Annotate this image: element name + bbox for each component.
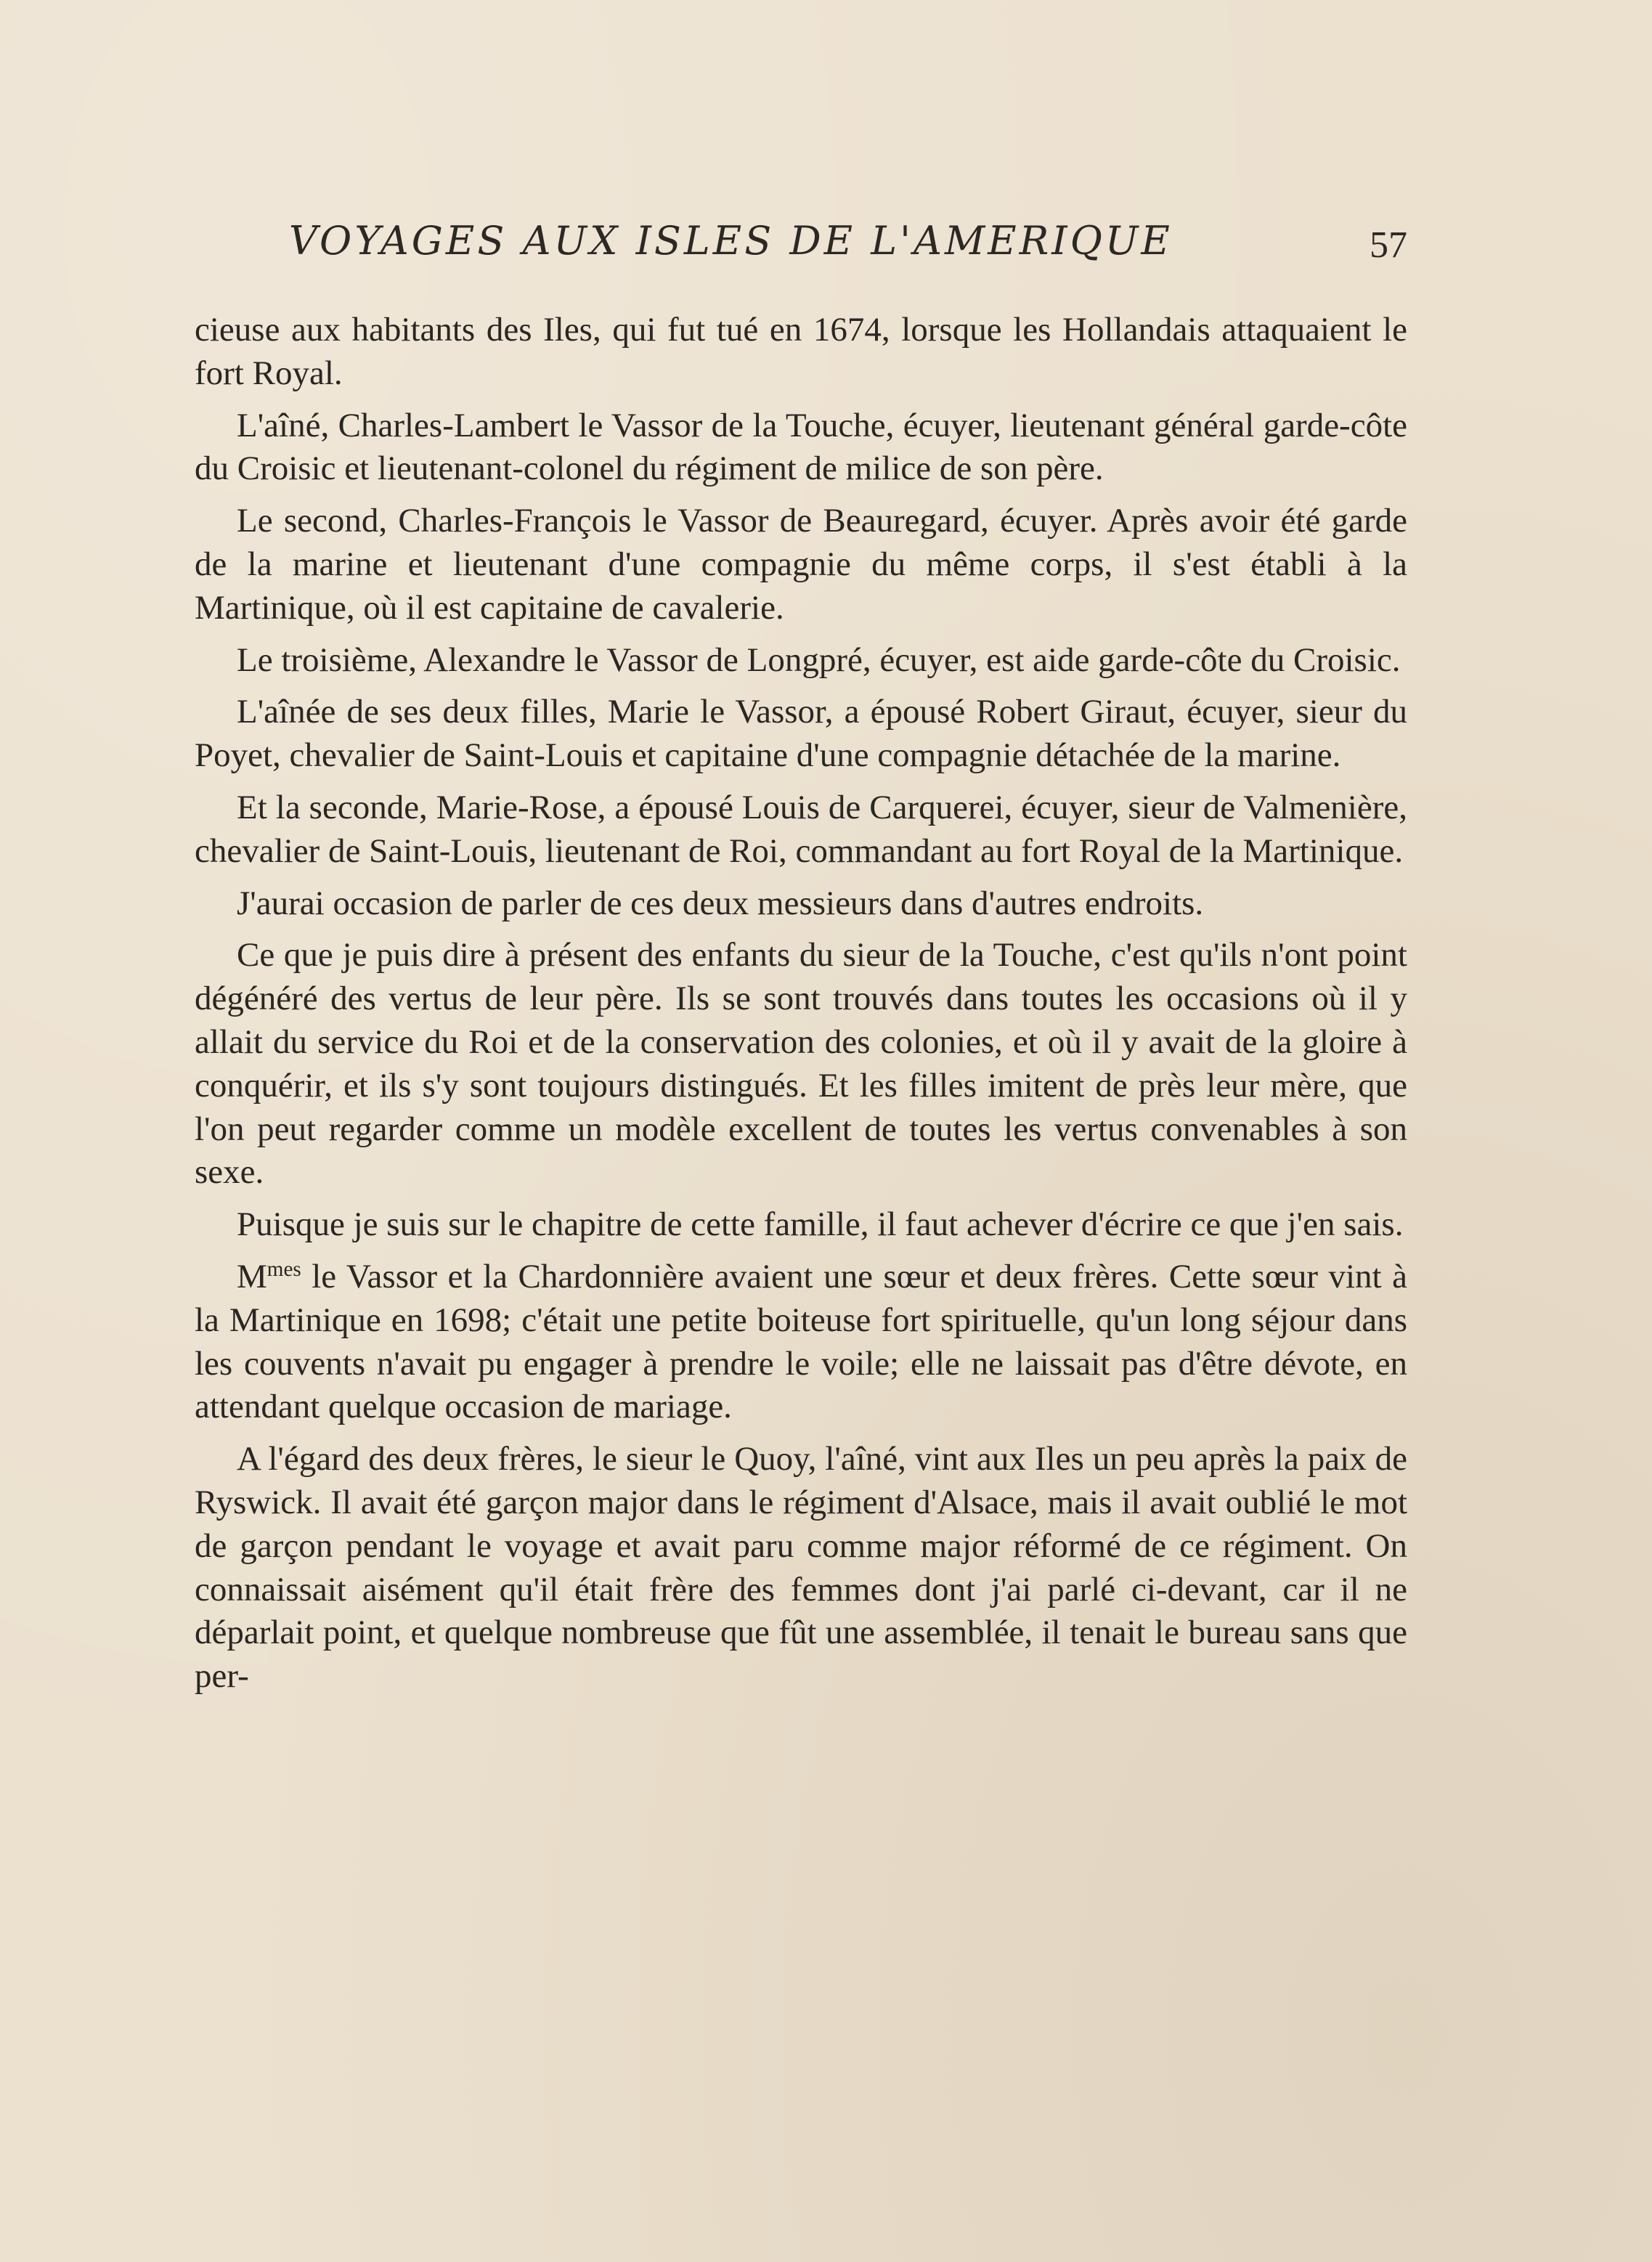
paragraph-second-son: Le second, Charles-François le Vassor de Beauregard, écuyer. Après avoir été garde de la marine et lieutenant d'une compagnie du même corps, il s'est établi à la Martinique, où il est capitaine de cavalerie. bbox=[195, 502, 1407, 627]
abbreviation: M bbox=[237, 1257, 267, 1295]
paragraph-occasion: J'aurai occasion de parler de ces deux messieurs dans d'autres endroits. bbox=[237, 884, 1204, 922]
paragraph-second-daughter: Et la seconde, Marie-Rose, a épousé Louis de Carquerei, écuyer, sieur de Valmenière, chevalier de Saint-Louis, lieutenant de Roi, commandant au fort Royal de la Martinique. bbox=[195, 788, 1407, 870]
paragraph-third-son: Le troisième, Alexandre le Vassor de Longpré, écuyer, est aide garde-côte du Croisic. bbox=[237, 640, 1401, 679]
paragraph-eldest-son: L'aîné, Charles-Lambert le Vassor de la Touche, écuyer, lieutenant général garde-côte du Croisic et lieutenant-colonel du régiment de milice de son père. bbox=[195, 406, 1407, 488]
paragraph-children: Ce que je puis dire à présent des enfants du sieur de la Touche, c'est qu'ils n'ont point dégénéré des vertus de leur père. Ils se sont trouvés dans toutes les occasions où il y allait du service du Roi et de la conservation des colonies, et où il y avait de la gloire à conquérir, et ils s'y sont toujours distingués. Et les filles imitent de près leur mère, que l'on peut regarder comme un modèle excellent de toutes les vertus convenables à son sexe. bbox=[195, 936, 1407, 1192]
running-title: VOYAGES AUX ISLES DE L'AMERIQUE bbox=[289, 218, 1173, 264]
abbreviation-superscript: mes bbox=[266, 1257, 301, 1281]
paragraph-sister-text: le Vassor et la Chardonnière avaient une sœur et deux frères. Cette sœur vint à la Martinique en 1698; c'était une petite boiteuse fort spirituelle, qu'un long séjour dans les couvents n'avait pu engager à prendre le voile; elle ne laissait pas d'être dévote, en attendant quelque occasion de mariage. bbox=[195, 1257, 1407, 1426]
paragraph-family-chapter: Puisque je suis sur le chapitre de cette famille, il faut achever d'écrire ce que j'en sais. bbox=[237, 1205, 1404, 1244]
paragraph-brothers: A l'égard des deux frères, le sieur le Quoy, l'aîné, vint aux Iles un peu après la paix de Ryswick. Il avait été garçon major dans le régiment d'Alsace, mais il avait oublié le mot de garçon pendant le voyage et avait paru comme major réformé de ce régiment. On connaissait aisément qu'il était frère des femmes dont j'ai parlé ci-devant, car il ne déparlait point, et quelque nombreuse que fût une assemblée, il tenait le bureau sans que per- bbox=[195, 1440, 1407, 1696]
running-head bbox=[195, 211, 1407, 276]
paragraph-eldest-daughter: L'aînée de ses deux filles, Marie le Vassor, a épousé Robert Giraut, écuyer, sieur du Poyet, chevalier de Saint-Louis et capitaine d'une compagnie détachée de la marine. bbox=[195, 693, 1407, 775]
paragraph-continuation: cieuse aux habitants des Iles, qui fut tué en 1674, lorsque les Hollandais attaquaient le fort Royal. bbox=[195, 311, 1407, 392]
body-text bbox=[195, 309, 1407, 1707]
paragraph-sister bbox=[195, 1256, 1407, 1429]
page-number: 57 bbox=[1370, 224, 1407, 266]
